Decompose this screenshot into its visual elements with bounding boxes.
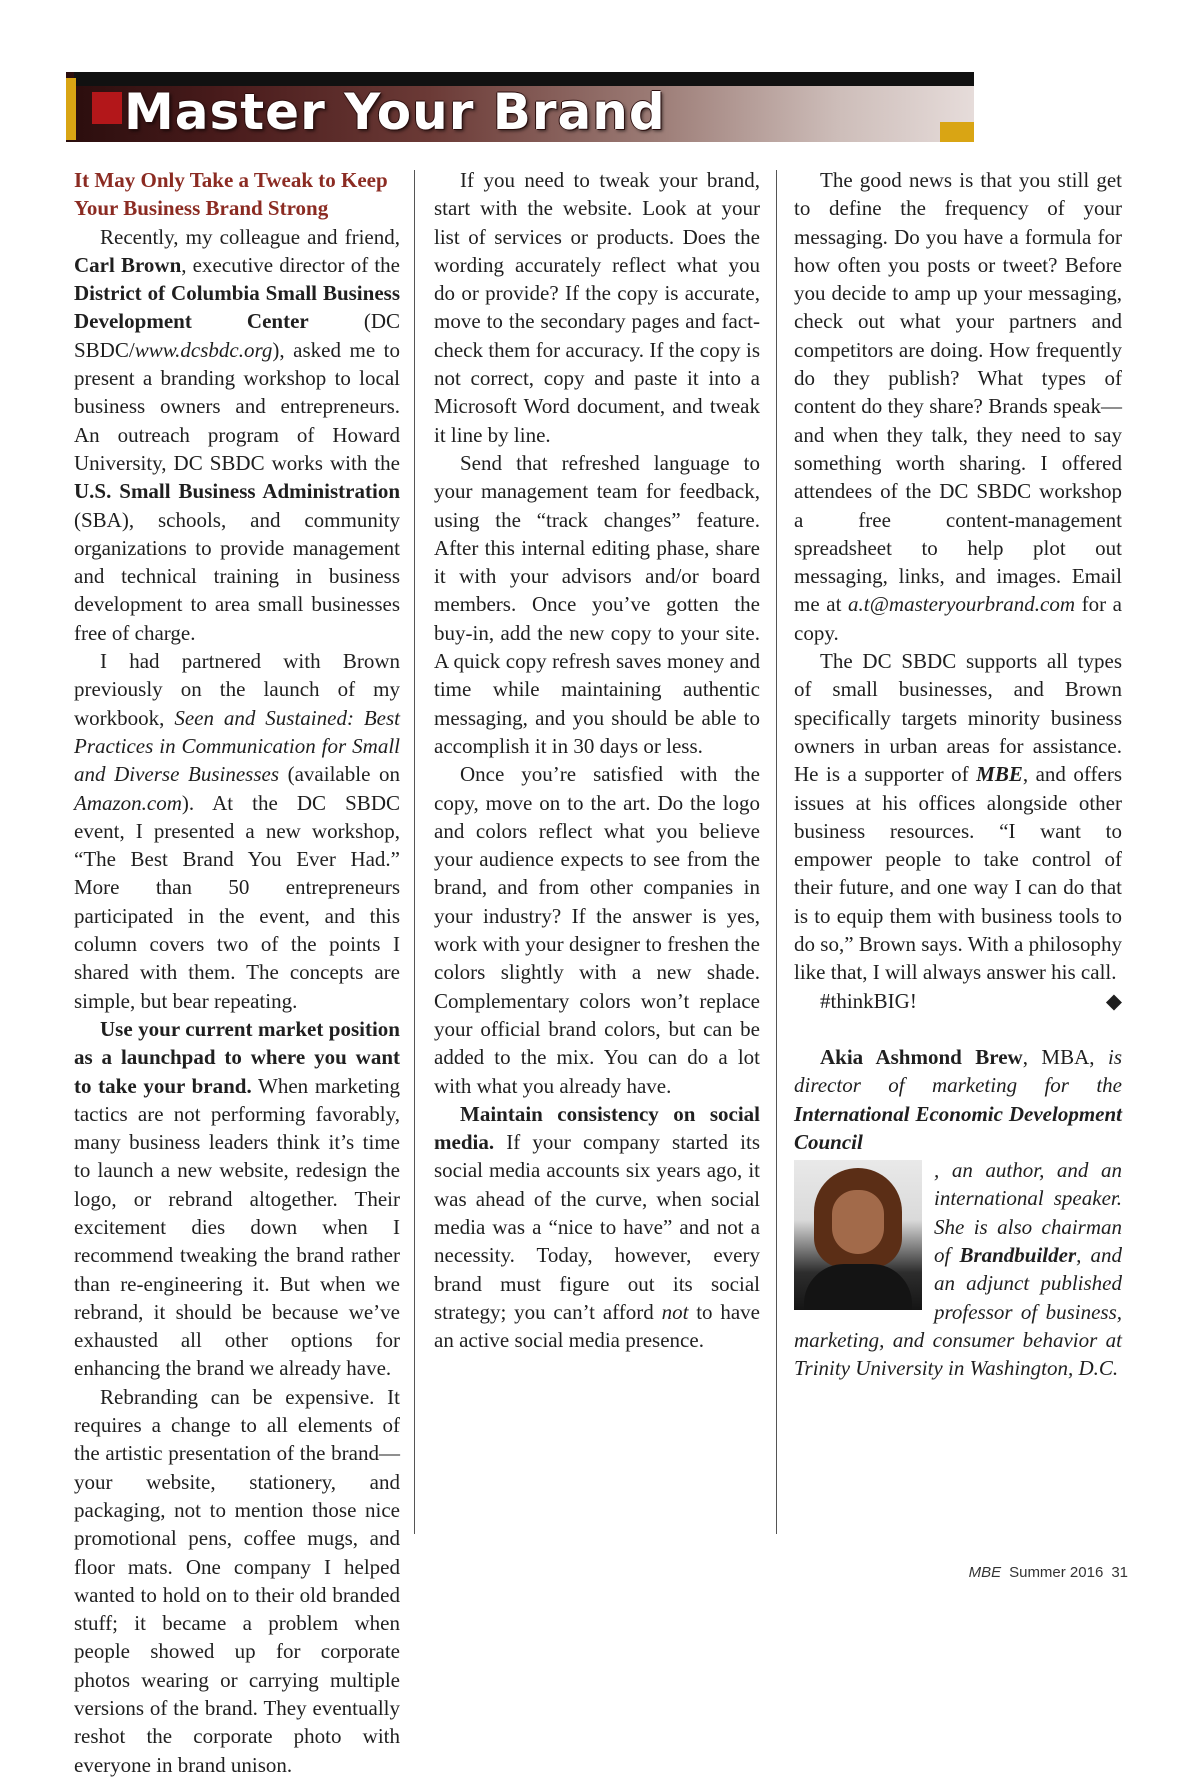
author-photo — [794, 1160, 922, 1310]
author-name: Akia Ashmond Brew — [820, 1044, 1023, 1069]
issue-date: Summer 2016 — [1009, 1564, 1104, 1581]
paragraph: The DC SBDC supports all types of small businesses, and Brown specifically targets minority business owners in urban areas for assistance. He is a supporter of MBE, and offers issues at his offices alongside other business resources. “I want to empower people to take control of their future, and one way I can do that is to equip them with business tools to do so,” Brown says. With a philosophy like that, I will always answer his call. ◆ — [794, 647, 1122, 987]
paragraph: Recently, my colleague and friend, Carl Brown, executive director of the District of Columbia Small Business Development Center (DC SBDC/www.dcsbdc.org), asked me to present a branding workshop to local business owners and entrepreneurs. An outreach program of Howard University, DC SBDC works with the U.S. Small Business Administration (SBA), schools, and community organizations to provide management and technical training in business development to area small businesses free of charge. — [74, 224, 400, 645]
article-column-2 — [434, 166, 760, 1354]
paragraph: Send that refreshed language to your management team for feedback, using the “track changes” feature. After this internal editing phase, share it with your advisors and/or board members. Once you’ve gotten the buy-in, add the new copy to your site. A quick copy refresh saves money and time while maintaining authentic messaging, and you should be able to accomplish it in 30 days or less. — [434, 450, 760, 758]
banner-gold-accent-right — [940, 122, 974, 142]
magazine-name: MBE — [968, 1564, 1002, 1581]
paragraph: Rebranding can be expensive. It requires a change to all elements of the artistic presentation of the brand—your website, stationery, and packaging, not to mention those nice promotional pens, coffee mugs, and floor mats. One company I helped wanted to hold on to their old branded stuff; it became a problem when people showed up for corporate photos wearing or carrying multiple versions of the brand. They eventually reshot the corporate photo with everyone in brand unison. — [74, 1384, 400, 1777]
link-dcsbdc[interactable]: www.dcsbdc.org — [134, 337, 273, 362]
page-number: 31 — [1111, 1564, 1128, 1581]
email-link[interactable]: a.t@masteryourbrand.com — [848, 592, 1075, 617]
article-column-3 — [794, 166, 1122, 1382]
banner-gold-accent-left — [66, 78, 76, 140]
paragraph: Maintain consistency on social media. If your company started its social media accounts six years ago, it was ahead of the curve, when social media was a “nice to have” and not a necessity. Today, however, every brand must figure out its social strategy; you can’t afford not to have an active social media presence. — [434, 1101, 760, 1353]
article-headline: It May Only Take a Tweak to Keep Your Business Brand Strong — [74, 168, 388, 221]
paragraph: I had partnered with Brown previously on the launch of my workbook, Seen and Sustained: Best Practices in Communication for Small and Diverse Businesses (available on Amazon.com). At the DC SBDC event, I presented a new workshop, “The Best Brand You Ever Had.” More than 50 entrepreneurs participated in the event, and this column covers two of the points I shared with them. The concepts are simple, but bear repeating. — [74, 649, 400, 1013]
section-title: Master Your Brand — [124, 83, 666, 141]
paragraph: If you need to tweak your brand, start with the website. Look at your list of services or products. Does the wording accurately reflect what you do or provide? If the copy is accurate, move to the secondary pages and fact-check them for accuracy. If the copy is not correct, copy and paste it into a Microsoft Word document, and tweak it line by line. — [434, 168, 760, 447]
paragraph: Use your current market position as a launchpad to where you want to take your brand. When marketing tactics are not performing favorably, many business leaders think it’s time to launch a new website, redesign the logo, or rebrand altogether. Their excitement dies down when I recommend tweaking the brand rather than re-engineering it. But when we rebrand, it should be because we’ve exhausted all other options for enhancing the brand we already have. — [74, 1016, 401, 1381]
paragraph: The good news is that you still get to define the frequency of your messaging. Do you have a formula for how often you posts or tweet? Before you decide to amp up your messaging, check out what your partners and competitors are doing. How frequently do they publish? What types of content do they share? Brands speak—and when they talk, they need to say something worth sharing. I offered attendees of the DC SBDC workshop a free content-management spreadsheet to help plot out messaging, links, and images. Email me at a.t@masteryourbrand.com for a copy. — [794, 168, 1123, 645]
column-divider — [776, 170, 777, 1534]
bio-text: , an author, and an international speaker. She is also chairman of Brandbuilder, and an adjunct published professor of business, marketing, and consumer behavior at Trinity University in Washington, D.C. — [794, 1158, 1122, 1381]
paragraph: Once you’re satisfied with the copy, move on to the art. Do the logo and colors reflect what you believe your audience expects to see from the brand, and from other companies in your industry? If the answer is yes, work with your designer to freshen the colors slightly with a new shade. Complementary colors won’t replace your official brand colors, but can be added to the mix. You can do a lot with what you already have. — [434, 762, 760, 1098]
column-divider — [414, 170, 415, 1534]
hashtag: #thinkBIG! — [820, 988, 917, 1013]
banner-red-square — [92, 92, 122, 124]
bio-intro: Akia Ashmond Brew, MBA, is director of marketing for the International Economic Development Council — [794, 1044, 1122, 1154]
author-bio — [794, 1043, 1122, 1383]
article-column-1 — [74, 166, 400, 1779]
diamond-icon: ◆ — [1105, 988, 1122, 1013]
page-footer — [969, 1564, 1128, 1581]
